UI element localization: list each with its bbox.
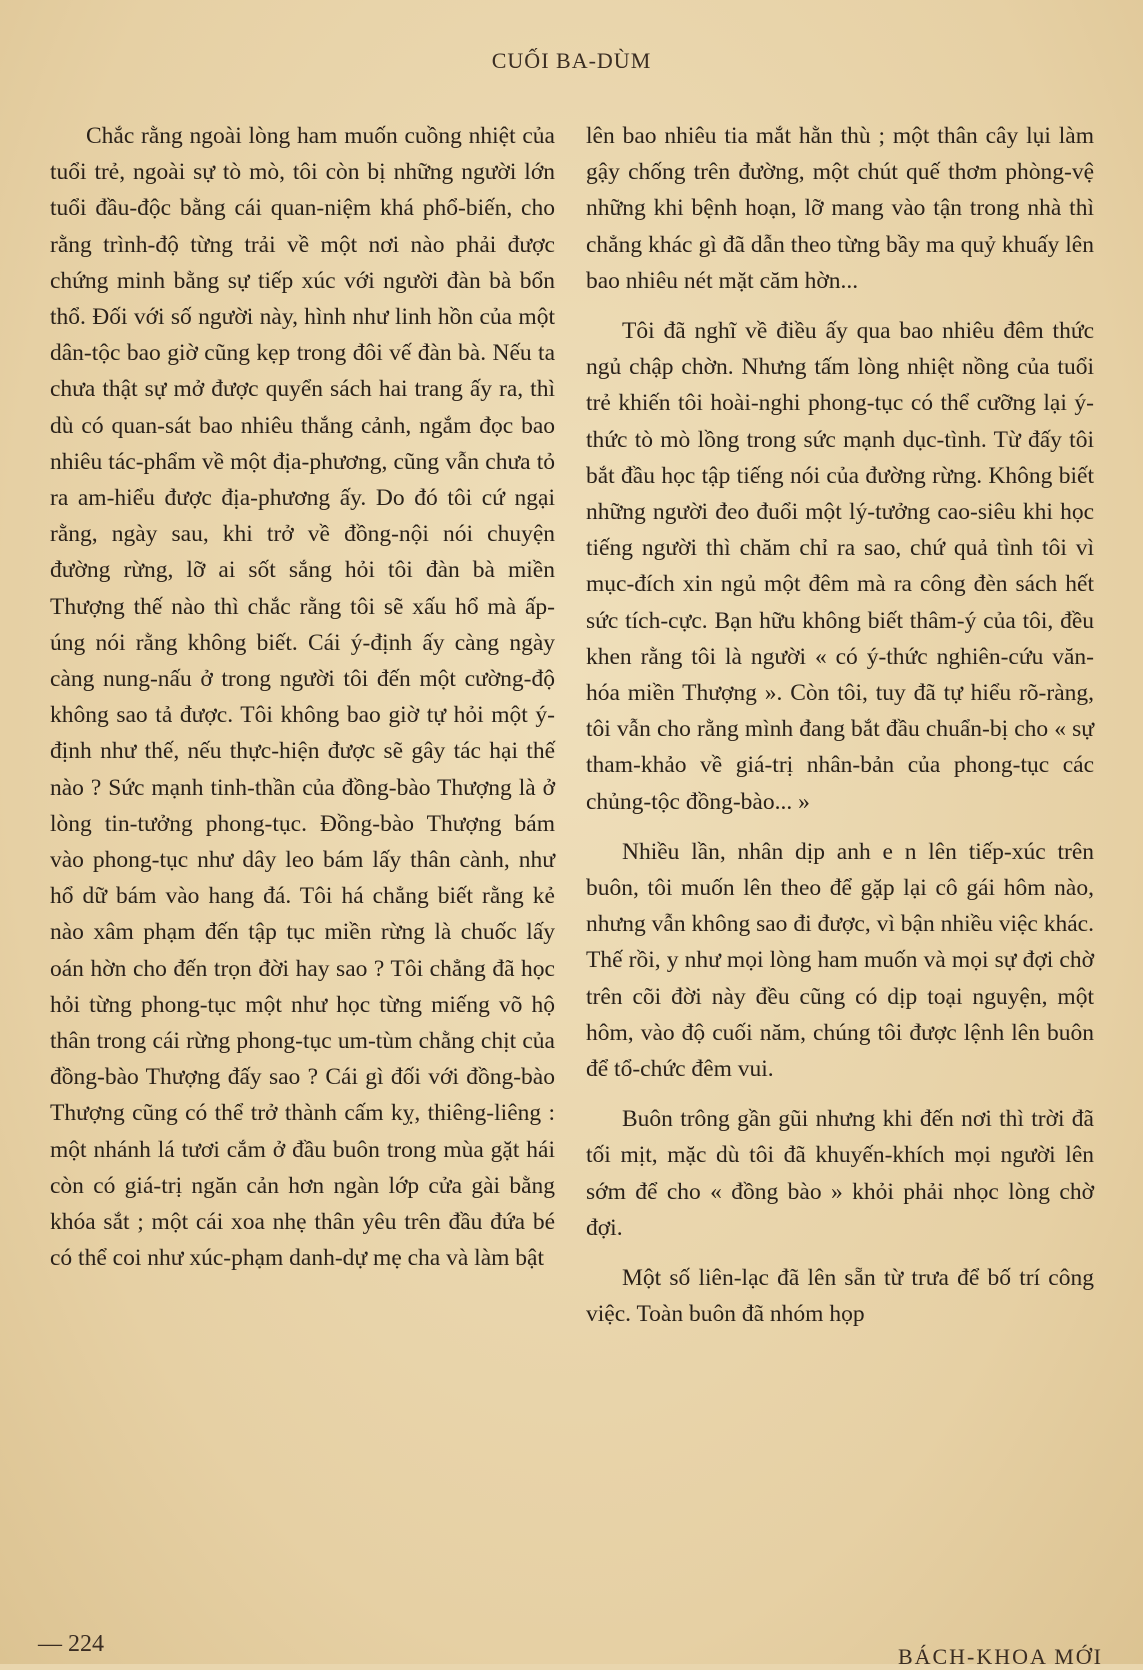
- paragraph: Một số liên-lạc đã lên sẵn từ trưa để bố trí công việc. Toàn buôn đã nhóm họp: [586, 1265, 1094, 1328]
- publication-name: BÁCH-KHOA MỚI: [897, 1644, 1103, 1669]
- running-header: CUỐI BA-DÙM: [491, 48, 652, 73]
- paragraph: Tôi đã nghĩ về điều ấy qua bao nhiêu đêm thức ngủ chập chờn. Nhưng tấm lòng nhiệt nồng của tuổi trẻ khiến tôi hoài-nghi phong-tục có thể cưỡng lại ý-thức tò mò lồng trong sức mạnh dục-tình. Từ đấy tôi bắt đầu học tập tiếng nói của đường rừng. Không biết những người đeo đuổi một lý-tưởng cao-siêu khi học tiếng người thì chăm chỉ ra sao, chứ quả tình tôi vì mục-đích xin ngủ một đêm mà ra công đèn sách hết sức tích-cực. Bạn hữu không biết thâm-ý của tôi, đều khen rằng tôi là người « có ý-thức nghiên-cứu văn-hóa miền Thượng ». Còn tôi, tuy đã tự hiểu rõ-ràng, tôi vẫn cho rằng mình đang bắt đầu chuẩn-bị cho « sự tham-khảo về giá-trị nhân-bản của phong-tục các chủng-tộc đồng-bào... »: [586, 318, 1094, 815]
- left-column: [50, 118, 555, 1277]
- page-number: — 224: [38, 1631, 104, 1657]
- paragraph: Buôn trông gần gũi nhưng khi đến nơi thì trời đã tối mịt, mặc dù tôi đã khuyến-khích mọi người lên sớm để cho « đồng bào » khỏi phải nhọc lòng chờ đợi.: [586, 1106, 1094, 1241]
- right-column: [586, 118, 1094, 1333]
- paragraph: Chắc rằng ngoài lòng ham muốn cuồng nhiệt của tuổi trẻ, ngoài sự tò mò, tôi còn bị những người lớn tuổi đầu-độc bằng cái quan-niệm khá phổ-biến, cho rằng trình-độ từng trải về một nơi nào phải được chứng minh bằng sự tiếp xúc với người đàn bà bổn thổ. Đối với số người này, hình như linh hồn của một dân-tộc bao giờ cũng kẹp trong đôi vế đàn bà. Nếu ta chưa thật sự mở được quyển sách hai trang ấy ra, thì dù có quan-sát bao nhiêu thắng cảnh, ngắm đọc bao nhiêu tác-phẩm về một địa-phương, cũng vẫn chưa tỏ ra am-hiểu được địa-phương ấy. Do đó tôi cứ ngại rằng, ngày sau, khi trở về đồng-nội nói chuyện đường rừng, lỡ ai sốt sắng hỏi tôi đàn bà miền Thượng thế nào thì chắc rằng tôi sẽ xấu hổ mà ấp-úng nói rằng không biết. Cái ý-định ấy càng ngày càng nung-nấu ở trong người tôi đến một cường-độ không sao tả được. Tôi không bao giờ tự hỏi một ý-định như thế, nếu thực-hiện được sẽ gây tác hại thế nào ? Sức mạnh tinh-thần của đồng-bào Thượng là ở lòng tin-tưởng phong-tục. Đồng-bào Thượng bám vào phong-tục như dây leo bám lấy thân cành, như hổ dữ bám vào hang đá. Tôi há chẳng biết rằng kẻ nào xâm phạm đến tập tục miền rừng là chuốc lấy oán hờn cho đến trọn đời hay sao ? Tôi chẳng đã học hỏi từng phong-tục một như học từng miếng võ hộ thân trong cái rừng phong-tục um-tùm chằng chịt của đồng-bào Thượng đấy sao ? Cái gì đối với đồng-bào Thượng cũng có thể trở thành cấm kỵ, thiêng-liêng : một nhánh lá tươi cắm ở đầu buôn trong mùa gặt hái còn có giá-trị ngăn cản hơn ngàn lớp cửa gài bằng khóa sắt ; một cái xoa nhẹ thân yêu trên đầu đứa bé có thể coi như xúc-phạm danh-dự mẹ cha và làm bật: [50, 123, 555, 1272]
- paragraph: Nhiều lần, nhân dịp anh e n lên tiếp-xúc trên buôn, tôi muốn lên theo để gặp lại cô gái hôm nào, nhưng vẫn không sao đi được, vì bận nhiều việc khác. Thế rồi, y như mọi lòng ham muốn và mọi sự đợi chờ trên cõi đời này đều cũng có dịp toại nguyện, một hôm, vào độ cuối năm, chúng tôi được lệnh lên buôn để tổ-chức đêm vui.: [586, 838, 1094, 1083]
- paragraph-continuation: lên bao nhiêu tia mắt hằn thù ; một thân cây lụi làm gậy chống trên đường, một chút quế thơm phòng-vệ những khi bệnh hoạn, lỡ mang vào tận trong nhà thì chẳng khác gì đã dẫn theo từng bầy ma quỷ khuấy lên bao nhiêu nét mặt căm hờn...: [586, 123, 1094, 294]
